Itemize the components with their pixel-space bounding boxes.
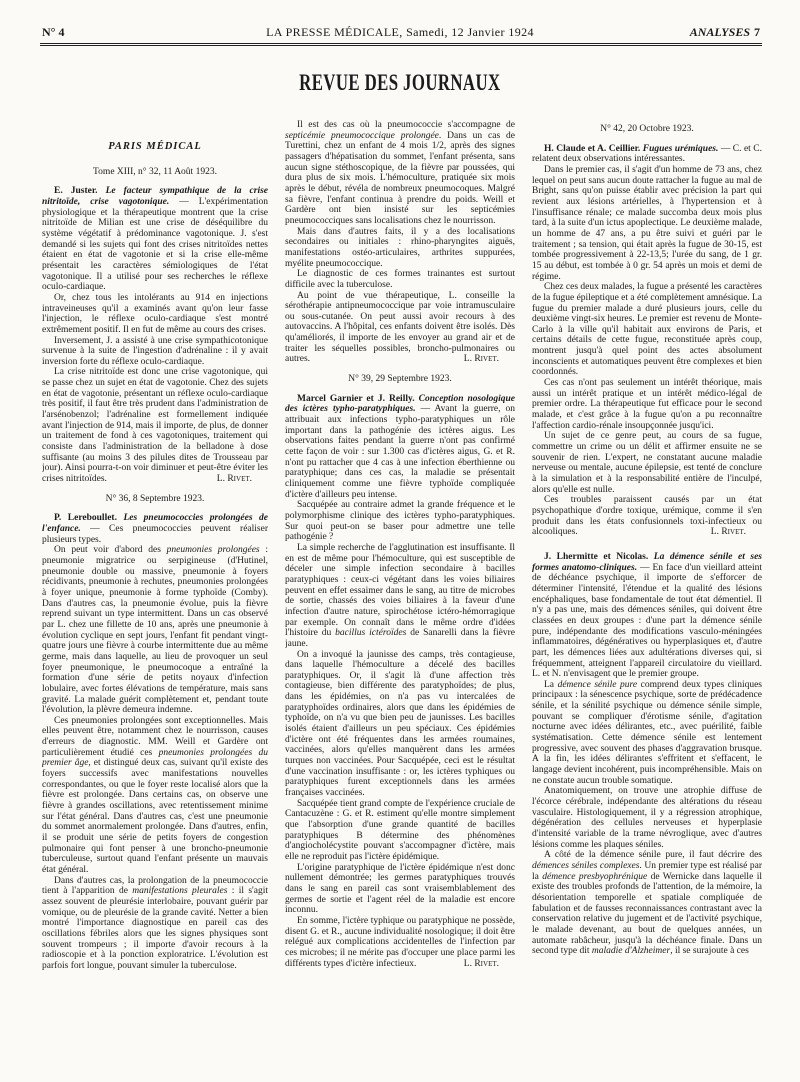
paragraph-text: — En face d'un vieillard atteint de déchéance psychique, il importe de s'efforcer de déterminer l'intensité, l'étendue et la qualité des lésions encéphaliques, base fondamentale de tout état démentiel. Il n'y a pas une, mais des démences séniles, qui doivent être classées en deux groupes : d'une part la démence sénile pure, indépendante des modifications vasculo-méningées inflammatoires, dégénératives ou hyperplasiques et, d'autre part, les démences liées aux adultérations diverses qui, si fréquemment, atteignent l'appareil circulatoire du vieillard. L. et N. n'envisagent que le premier groupe. (532, 562, 762, 680)
article-author: H. Claude et A. Ceillier. (544, 143, 641, 154)
paragraph-text: comprend deux types cliniques principaux : la sénescence psychique, sorte de prédécadence sénile, et la sénilité psychique ou démence sénile simple, pouvant se compliquer d'érotisme sénile, d'agitation nocturne avec idées délirantes, etc., avec puérilité, faible systématisation. Cette démence sénile est lentement progressive, avec souvent des phases d'aggravation brusque. A la fin, les idées délirantes s'effritent et s'effacent, le langage devient incohérent, puis incompréhensible. Mais on ne constate aucun trouble somatique. (532, 679, 762, 786)
paragraph-text: Ces troubles paraissent causés par un état psychopathique d'ordre toxique, urémique, comme il s'en produit dans les états confusionnels toxi-infectieux ou alcooliques. (532, 495, 762, 538)
paragraph-text: de Wernicke dans laquelle il existe des troubles profonds de l'attention, de la mémoire, la désorientation temporelle et spatiale compliquée de fabulation et de fausses reconnaissances contrastant avec la conservation relative du jugement et de l'activité psychique, le malade devenant, au bout de quelques années, un automate rabâcheur, jusqu'à la déchéance finale. Dans un second type dit (532, 871, 762, 957)
paragraph (42, 367, 268, 484)
italic-term: septicémie pneumococcique prolongée (285, 130, 439, 141)
italic-term: pneumonies prolongées (166, 545, 260, 556)
article (42, 513, 268, 971)
paragraph-text: On peut voir d'abord des (54, 545, 167, 556)
paragraph (285, 543, 515, 650)
masthead: LA PRESSE MÉDICALE, Samedi, 12 Janvier 1924 (266, 25, 534, 39)
italic-term: bacillus ictéroïdes (335, 628, 407, 639)
journal-name: PARIS MÉDICAL (108, 141, 202, 152)
signature: L. Rivet. (463, 354, 499, 365)
header-rule (40, 43, 762, 46)
paragraph-text: . Dans un cas de Turettini, chez un enfant de 4 mois 1/2, après des signes passagers d'hépatisation du sommet, l'enfant présenta, sans aucun signe stéthoscopique, de la fièvre par poussées, qui dura plus de six mois. L'hémoculture, pratiquée six mois après le début, révéla de nombreux pneumocoques. Malgré sa fièvre, l'enfant continua à prendre du poids. Weill et Gardère ont bien insisté sur les septicémies pneumococciques sans localisations chez le nourrisson. (285, 130, 515, 226)
paragraph-text: Anatomiquement, on trouve une atrophie diffuse de l'écorce cérébrale, indépendante des altérations du réseau vasculaire. Histologiquement, il y a régression atrophique, dégénération des cellules nerveuses et hyperplasie d'intensité variable de la trame névroglique, avec d'autres lésions comme les plaques séniles. (532, 786, 762, 850)
paragraph (42, 876, 268, 972)
article-lead (532, 144, 762, 165)
italic-term: manifestations pleurales (132, 886, 228, 897)
paragraph-text: Sacquépée au contraire admet la grande fréquence et le polymorphisme clinique des ictères typho-paratyphiques. Sur quoi peut-on se baser pour admettre une telle pathogénie ? (285, 500, 515, 543)
paragraph-text: La simple recherche de l'agglutination est insuffisante. Il en est de même pour l'hémoculture, qui est susceptible de déceler une simple infection secondaire à bacilles paratyphiques : ceux-ci végétant dans les voies biliaires peuvent en effet essaimer dans le sang, au titre de microbes de sortie, chassés des voies biliaires à la faveur d'une infection d'autre nature, spirochétose ictéro-hémorragique par exemple. On connaît dans le même ordre d'idées l'histoire du (285, 542, 515, 639)
paragraph-text: Ces pneumonies prolongées sont exceptionnelles. Mais elles peuvent être, notamment chez le nourrisson, causes d'erreurs de diagnostic. MM. Weill et Gardère ont particulièrement étudié ces (42, 715, 268, 758)
article (285, 394, 515, 969)
paragraph-text: . Un premier type est réalisé par la (532, 860, 762, 882)
paragraph (532, 786, 762, 850)
article-title: La démence sénile et ses formes anatomo-cliniques. (532, 551, 762, 573)
article-author: Marcel Garnier et J. Reilly. (297, 393, 415, 404)
paragraph (532, 378, 762, 431)
paragraph-text: Sacquépée tient grand compte de l'expérience cruciale de Cantacuzène : G. et R. estiment qu'elle montre simplement que l'absorption d'une grande quantité de bacilles paratyphiques B détermine des phénomènes d'angiocholécystite pouvant s'accompagner d'ictère, mais elle ne reproduit pas l'ictère épidémique. (285, 798, 515, 862)
paragraph-text: L'origine paratyphique de l'ictère épidémique n'est donc nullement démontrée; les germes paratyphiques trouvés dans le sang en pareil cas sont vraisemblablement des germes de sortie et l'agent réel de la maladie est encore inconnu. (285, 862, 515, 916)
paragraph-text: En somme, l'ictère typhique ou paratyphique ne possède, disent G. et R., aucune individualité nosologique; il doit être relégué aux complications accidentelles de l'infection par ces microbes; il ne mérite pas d'occuper une place parmi les différents types d'ictère infectieux. (285, 915, 515, 969)
italic-term: pneumonies prolongées du premier âge (42, 747, 268, 769)
paragraph (532, 850, 762, 957)
paragraph (285, 650, 515, 799)
article-author: P. Lereboullet. (54, 513, 117, 524)
article-lead (285, 394, 515, 501)
issue-heading: N° 42, 20 Octobre 1923. (600, 124, 694, 134)
page-title: REVUE DES JOURNAUX (299, 68, 501, 96)
paragraph (285, 120, 515, 227)
paragraph (532, 165, 762, 282)
issue-heading: N° 39, 29 Septembre 1923. (348, 374, 452, 385)
paragraph (285, 863, 515, 916)
paragraph-text: Ces cas n'ont pas seulement un intérêt théorique, mais aussi un intérêt pratique et un intérêt médico-légal de premier ordre. La thérapeutique fut efficace pour le second malade, et c'est grâce à la fugue qu'on a pu reconnaître l'affection cardio-rénale insoupçonnée jusqu'ici. (532, 378, 762, 431)
paragraph (42, 336, 268, 368)
paragraph (42, 545, 268, 716)
paragraph-text: Mais dans d'autres faits, il y a des localisations secondaires ou initiales : rhino-pharyngites aiguës, manifestations ostéo-articulaires, arthrites suppurées, myélite pneumococcique. (285, 226, 515, 269)
article-author: E. Juster. (54, 186, 98, 197)
paragraph-text: — C. et C. relatent deux observations intéressantes. (532, 143, 762, 165)
signature: L. Rivet. (710, 527, 746, 538)
paragraph (285, 227, 515, 270)
paragraph (532, 282, 762, 378)
paragraph (532, 680, 762, 787)
paragraph-text: , et distingué deux cas, suivant qu'il existe des foyers successifs avec manifestations nouvelles correspondantes, ou que le foyer reste localisé alors que la fièvre est prolongée. Dans certains cas, on observe une fièvre à grandes oscillations, avec retentissement minime sur l'état général. Dans d'autres cas, c'est une pneumonie du sommet anormalement prolongée. Dans d'autres, enfin, il se produit une série de petits foyers de congestion pulmonaire qui font penser à une broncho-pneumonie tuberculeuse, surtout quand l'enfant présente un mauvais état général. (42, 758, 268, 875)
paragraph (532, 431, 762, 495)
paragraph-text: Inversement, J. a assisté à une crise sympathicotonique survenue à la suite de l'ingestion d'adrénaline : il y avait inversion forte du réflexe oculo-cardiaque. (42, 335, 268, 367)
issue-number: N° 4 (42, 25, 65, 39)
paragraph (285, 291, 515, 366)
italic-term: démences séniles complexes (532, 860, 640, 871)
paragraph (285, 500, 515, 543)
article-lead (532, 552, 762, 680)
paragraph-text: On a invoqué la jaunisse des camps, très contagieuse, dans laquelle l'hémoculture a décelé des bacilles paratyphiques. Or, il s'agit là d'une affection très contagieuse, bien différente des paratyphoïdes; de plus, dans les épidémies, on n'a pas vu intercalées de paratyphoïdes ordinaires, alors que dans les épidémies de typhoïde, on n'a vu que bien peu de jaunisses. Les bacilles isolés étaient d'ailleurs un peu spéciaux. Ces épidémies d'ictère ont été fréquentes dans les armées roumaines, vaccinées, alors qu'elles manquèrent dans les armées turques non vaccinées. Pour Sacquépée, ceci est le résultat d'une vaccination insuffisante : or, les ictères typhiques ou paratyphiques furent exceptionnels dans les armées françaises vaccinées. (285, 649, 515, 799)
signature: L. Rivet. (463, 958, 499, 969)
paragraph-text: Un sujet de ce genre peut, au cours de sa fugue, commettre un crime ou un délit et affirmer ensuite ne se souvenir de rien. L'expert, ne constatant aucune maladie nerveuse ou mentale, aucune épilepsie, est tenté de conclure à la simulation et à la responsabilité entière de l'inculpé, alors qu'elle est nulle. (532, 431, 762, 495)
paragraph-text: Il est des cas où la pneumococcie s'accompagne de (297, 120, 515, 130)
paragraph (42, 293, 268, 336)
paragraph-text: de Sanarelli dans la fièvre jaune. (285, 628, 515, 649)
column-2 (285, 118, 515, 1076)
paragraph-text: La (544, 679, 558, 690)
article-continued (285, 120, 515, 365)
italic-term: maladie d'Alzheimer (591, 946, 671, 957)
paragraph (285, 269, 515, 290)
paragraph-text: — Ces pneumococcies peuvent réaliser plusieurs types. (42, 524, 268, 545)
page-title-wrap (0, 70, 800, 95)
page-number: 7 (754, 25, 760, 39)
article-author: J. Lhermitte et Nicolas. (544, 551, 649, 562)
paragraph-text: — L'expérimentation physiologique et la thérapeutique montrent que la crise nitritoïde de Milian est une crise de déséquilibre du système végétatif à prédominance vagotonique. J. s'est demandé si les sujets qui font des crises nitritoïdes nettes étaient en état de vagotonie et si la crise elle-même présentait les caractères sémiologiques de l'état vagotonique. Il a utilisé pour ses recherches le réflexe oculo-cardiaque. (42, 196, 268, 293)
paragraph-text: Or, chez tous les intolérants au 914 en injections intraveineuses qu'il a examinés avant qu'on leur fasse l'injection, le réflexe oculo-cardiaque s'est montré extrêmement positif. Il en fut de même au cours des crises. (42, 292, 268, 335)
article (532, 552, 762, 957)
article (532, 144, 762, 538)
paragraph-text: : pneumonie migratrice ou serpigineuse (d'Hutinel, pneumonie double ou massive, pneumonie à foyers récidivants, pneumonie à rechutes, pneumonies prolongées à foyer unique, pneumonie à forme typhoïde (Comby). Dans d'autres cas, la pneumonie évolue, puis la fièvre reprend suivant un type intermittent. Dans un cas observé par L. chez une fillette de 10 ans, après une pneumonie à évolution cyclique en sept jours, l'enfant fit pendant vingt-quatre jours une fièvre à courbe intermittente due au même germe, mais dans laquelle, au lieu de provoquer un seul foyer pneumonique, le pneumocoque a entraîné la formation d'une série de petits noyaux d'infection lobulaire, avec fortes élévations de température, mais sans gravité. La malade guérit complètement et, pendant toute l'évolution, la plèvre demeura indemne. (42, 545, 268, 716)
paragraph-text: Le diagnostic de ces formes trainantes est surtout difficile avec la tuberculose. (285, 269, 515, 290)
article-lead (42, 513, 268, 545)
article-title: Conception nosologique des ictères typho-paratyphiques. (285, 393, 515, 415)
paragraph-text: Chez ces deux malades, la fugue a présenté les caractères de la fugue épileptique et a été complètement amnésique. La fugue du premier malade a duré plusieurs jours, celle du deuxième vingt-six heures. Le premier est revenu de Monte-Carlo à la ville qu'il habitait aux environs de Paris, et certains détails de cette fugue, reconstituée après coup, montrent jusqu'à quel point des actes absolument inconscients et automatiques peuvent être complexes et bien coordonnés. (532, 282, 762, 378)
issue-heading: N° 36, 8 Septembre 1923. (105, 493, 205, 504)
paragraph (285, 799, 515, 863)
italic-term: démence sénile pure (557, 679, 638, 690)
paragraph-text: , il se surajoute à ces (670, 946, 749, 957)
paragraph-text: Dans le premier cas, il s'agit d'un homme de 73 ans, chez lequel on peut sans aucun doute rattacher la fugue au mal de Bright, sans qu'on puisse établir avec précision la part qui revient aux lésions artérielles, à l'hypertension et à l'insuffisance rénale; ce malade succomba deux mois plus tard, à la suite d'un ictus apoplectique. Le deuxième malade, un homme de 47 ans, a pu être suivi et guéri par le traitement ; sa tension, qui était après la fugue de 30-15, est tombée progressivement à 22-13,5; l'urée du sang, de 1 gr. 15 au début, est tombée à 0 gr. 54 après un mois et demi de régime. (532, 164, 762, 282)
paragraph (285, 916, 515, 969)
signature: L. Rivet. (216, 474, 252, 485)
section-name: ANALYSES (689, 25, 750, 39)
paragraph (532, 495, 762, 538)
paragraph-text: : il s'agit assez souvent de pleurésie interlobaire, pouvant guérir par vomique, ou de pleurésie de la grande cavité. Netter a bien montré l'importance diagnostique en pareil cas des oscillations fébriles alors que les signes physiques sont souvent trompeurs ; il importe d'avoir recours à la radioscopie et à la ponction exploratrice. L'évolution est parfois fort longue, pouvant simuler la tuberculose. (42, 886, 268, 971)
article-title: Les pneumococcies prolongées de l'enfance. (42, 513, 268, 534)
article (42, 186, 268, 484)
italic-term: démence presbyophrénique (542, 871, 648, 882)
paragraph-text: A côté de la démence sénile pure, il faut décrire des (544, 850, 762, 861)
paragraph-text: — Avant la guerre, on attribuait aux infections typho-paratyphiques un rôle important dans la pathogénie des ictères aigus. Les observations faites pendant la guerre n'ont pas confirmé cette façon de voir : sur 1.300 cas d'ictères aigus, G. et R. n'ont pu rattacher que 4 cas à une infection éberthienne ou paratyphique; dans ces cas, la maladie se présentait cliniquement comme une fièvre typhoïde compliquée d'ictère d'ailleurs peu intense. (285, 404, 515, 500)
paragraph-text: Au point de vue thérapeutique, L. conseille la sérothérapie antipneumococcique par voie intramusculaire ou sous-cutanée. On peut aussi avoir recours à des autovaccins. A l'hôpital, ces enfants doivent être isolés. Dès qu'améliorés, il importe de les envoyer au grand air et de traiter les séquelles possibles, broncho-pulmonaires ou autres. (285, 290, 515, 365)
issue-heading: Tome XIII, n° 32, 11 Août 1923. (93, 166, 217, 177)
article-title: Le facteur sympathique de la crise nitritoïde, crise vagotonique. (42, 186, 268, 207)
column-3 (532, 118, 762, 1076)
column-1 (42, 118, 268, 1076)
section-label (690, 25, 760, 39)
paragraph-text: La crise nitritoïde est donc une crise vagotonique, qui se passe chez un sujet en état de vagotonie. Chez des sujets en état de vagotonie, présentant un réflexe oculo-cardiaque très positif, il faut être très prudent dans l'administration de l'arsénobenzol; l'adrénaline est formellement indiquée avant l'injection de 914, mais il importe, de plus, de donner un traitement de fond à ces vagotoniques, traitement qui consiste dans l'administration de la belladone à dose suffisante (au moins 3 des pilules dites de Trousseau par jour). Ainsi pourra-t-on voir diminuer et peut-être éviter les crises nitritoïdes. (42, 367, 268, 485)
paragraph-text: Dans d'autres cas, la prolongation de la pneumococcie tient à l'apparition de (42, 875, 268, 897)
article-lead (42, 186, 268, 293)
article-title: Fugues urémiques. (642, 143, 719, 154)
paragraph (42, 716, 268, 876)
